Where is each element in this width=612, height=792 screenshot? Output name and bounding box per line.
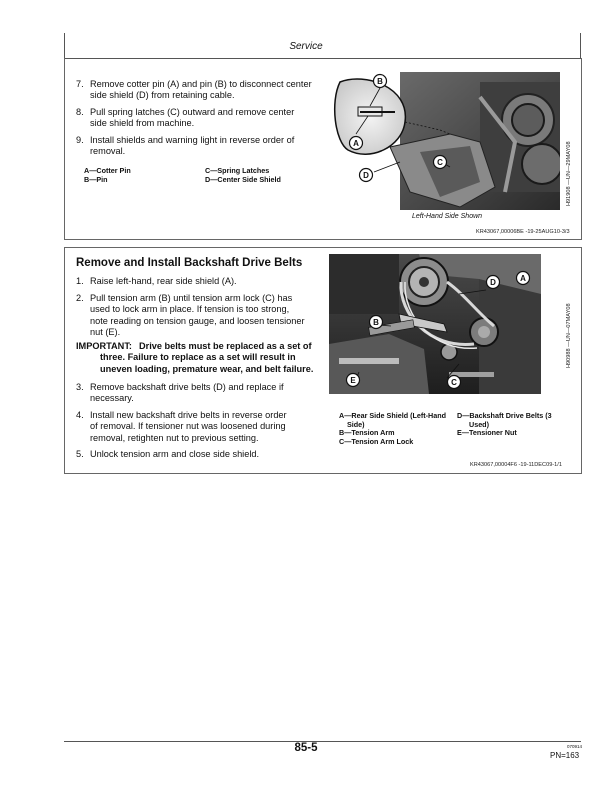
footer-small-code: 070914 <box>567 744 583 749</box>
step-1 <box>76 276 326 288</box>
legend-item: D—Center Side Shield <box>205 174 281 184</box>
legend-item: Used) <box>469 419 489 429</box>
important-line: three. Failure to replace as a set will result in <box>100 352 296 363</box>
legend-item: D—Backshaft Drive Belts (3 <box>457 411 552 420</box>
step-line: Pull spring latches (C) outward and remove center <box>90 107 295 117</box>
step-line: side shield (D) from retaining cable. <box>90 90 235 101</box>
step-number: 8. <box>76 107 84 117</box>
callout-c-label: C <box>437 158 443 167</box>
legend-item: A—Rear Side Shield (Left-Hand <box>339 411 447 420</box>
step-3 <box>76 382 326 406</box>
legend-item: C—Tension Arm Lock <box>339 436 414 446</box>
legend-item: E—Tensioner Nut <box>457 428 517 438</box>
section2-title: Remove and Install Backshaft Drive Belts <box>76 257 303 269</box>
step-line: removal. <box>90 146 126 157</box>
figure-code: H90988 —UN—07MAY08 <box>566 303 572 368</box>
callout-d-label: D <box>363 171 369 180</box>
step-line: Remove cotter pin (A) and pin (B) to disconnect center <box>90 79 312 89</box>
step-line: Remove backshaft drive belts (D) and replace if <box>90 382 284 392</box>
step-line: note reading on tension gauge, and loosen tensioner <box>90 315 305 326</box>
figure-side-shield <box>330 72 560 210</box>
important-label: IMPORTANT: <box>76 341 132 351</box>
step-number: 1. <box>76 276 84 286</box>
section2-ref: KR43067,00004F6 -19-11DEC09-1/1 <box>470 462 562 468</box>
step-line: nut (E). <box>90 327 121 338</box>
step-4 <box>76 410 326 446</box>
page-header-title: Service <box>289 41 323 52</box>
legend-item: A—Cotter Pin <box>84 166 131 175</box>
legend-right <box>457 412 552 438</box>
callout-a-label: A <box>520 274 526 283</box>
section1-ref: KR43067,00006BE -19-25AUG10-3/3 <box>476 229 570 235</box>
callout-e-label: E <box>350 376 356 385</box>
important-notice <box>76 341 330 377</box>
callout-c-label: C <box>451 378 457 387</box>
step-line: Install new backshaft drive belts in reverse order <box>90 410 287 420</box>
step-line: Pull tension arm (B) until tension arm lock (C) has <box>90 293 293 303</box>
step-5 <box>76 449 326 461</box>
step-7 <box>76 79 326 103</box>
callout-a-label: A <box>353 139 359 148</box>
figure-code: H91908 —UN—29MAY08 <box>566 141 572 206</box>
step-line: Install shields and warning light in reverse order of <box>90 135 295 145</box>
step-number: 7. <box>76 79 84 89</box>
step-line: of removal. If tensioner nut was loosened during <box>90 421 286 432</box>
step-line: removal, retighten nut to previous setting. <box>90 432 259 443</box>
figure-backshaft-belts <box>329 254 541 394</box>
step-number: 9. <box>76 135 84 145</box>
legend-item: B—Tension Arm <box>339 428 395 438</box>
step-2 <box>76 293 326 341</box>
step-number: 2. <box>76 293 84 303</box>
legend-left <box>84 167 131 184</box>
step-8 <box>76 107 326 131</box>
legend-item: B—Pin <box>84 174 108 184</box>
page-number: 85-5 <box>294 742 318 754</box>
callout-d-label: D <box>490 278 496 287</box>
figure-caption: Left-Hand Side Shown <box>412 213 483 220</box>
step-line: Unlock tension arm and close side shield. <box>90 449 260 459</box>
legend-right <box>205 167 281 184</box>
step-line: Raise left-hand, rear side shield (A). <box>90 276 237 286</box>
callout-b-label: B <box>373 318 379 327</box>
legend-left <box>339 412 446 446</box>
legend-item: C—Spring Latches <box>205 166 270 175</box>
callout-b-label: B <box>377 77 383 86</box>
header-left-rule <box>64 33 65 58</box>
step-line: used to lock arm in place. If tension is too strong, <box>90 304 290 315</box>
step-line: necessary. <box>90 393 134 404</box>
step-number: 4. <box>76 410 84 420</box>
step-number: 3. <box>76 382 84 392</box>
important-line: uneven loading, premature wear, and belt failure. <box>100 363 314 374</box>
part-number: PN=163 <box>550 751 580 760</box>
step-9 <box>76 135 326 159</box>
legend-item: Side) <box>347 419 365 429</box>
important-line: Drive belts must be replaced as a set of <box>139 341 312 351</box>
step-line: side shield from machine. <box>90 118 195 129</box>
header-right-rule <box>580 33 581 58</box>
step-number: 5. <box>76 449 84 459</box>
